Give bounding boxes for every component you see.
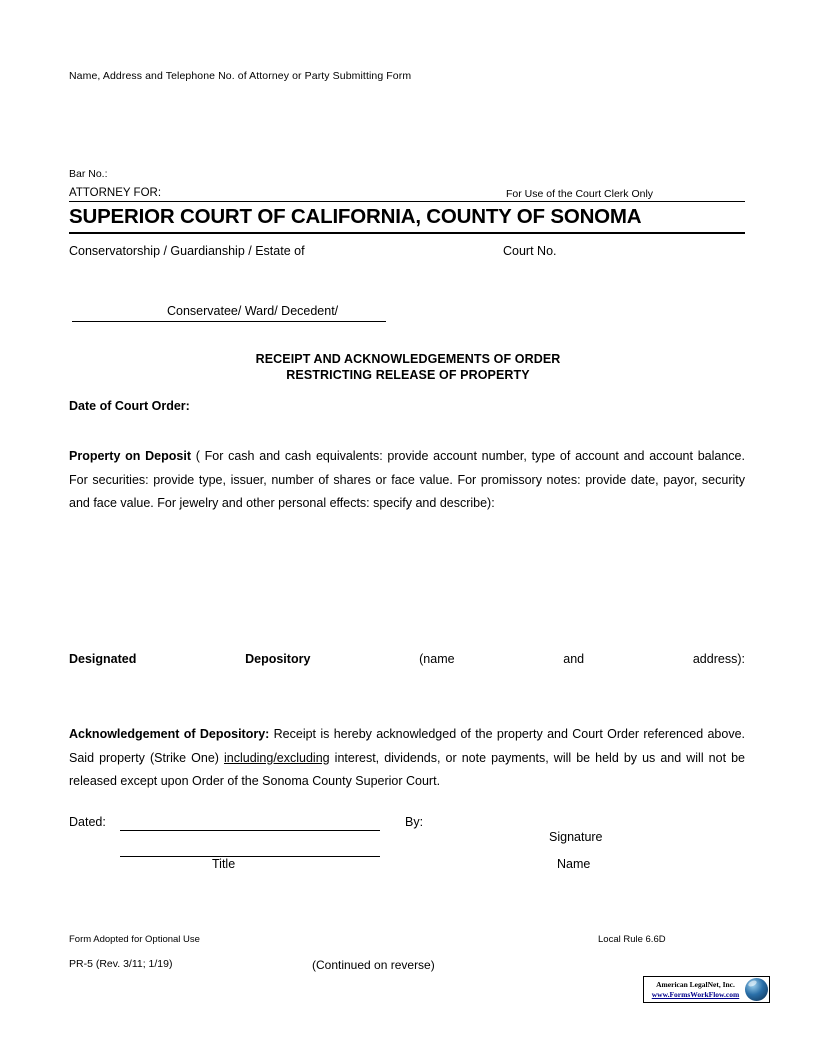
conservatee-divider xyxy=(72,321,386,322)
estate-of-label: Conservatorship / Guardianship / Estate of xyxy=(69,244,305,258)
and-word: and xyxy=(563,652,585,666)
designated-depository-line xyxy=(69,652,745,666)
acknowledgement-paragraph xyxy=(69,723,745,794)
court-title: SUPERIOR COURT OF CALIFORNIA, COUNTY OF SONOMA xyxy=(69,205,642,228)
legalnet-company: American LegalNet, Inc. xyxy=(656,979,735,989)
continued-on-reverse-label: (Continued on reverse) xyxy=(312,958,435,972)
title-signature-line[interactable] xyxy=(120,856,380,857)
local-rule-label: Local Rule 6.6D xyxy=(598,934,666,945)
document-title-line-2: RESTRICTING RELEASE OF PROPERTY xyxy=(286,368,530,382)
form-adopted-label: Form Adopted for Optional Use xyxy=(69,934,200,945)
conservatee-label: Conservatee/ Ward/ Decedent/ xyxy=(167,304,339,318)
document-title xyxy=(0,351,816,383)
attorney-info-label: Name, Address and Telephone No. of Attorney or Party Submitting Form xyxy=(69,70,412,82)
globe-icon xyxy=(745,978,768,1001)
title-label: Title xyxy=(212,857,236,871)
property-on-deposit-body: ( For cash and cash equivalents: provide account number, type of account and account balance. For securities: provide type, issuer, number of shares or face value. For promissory notes: provide date, payor, security and face value. For jewelry and other personal effects: specify and describe): xyxy=(69,449,745,510)
legalnet-url[interactable]: www.FormsWorkFlow.com xyxy=(651,989,740,999)
court-clerk-use-label: For Use of the Court Clerk Only xyxy=(506,188,654,200)
court-number-label: Court No. xyxy=(503,244,557,258)
american-legalnet-stamp xyxy=(643,976,770,1003)
property-on-deposit-paragraph xyxy=(69,445,745,516)
name-word: (name xyxy=(419,652,455,666)
acknowledgement-text-part-2: interest, dividends, or note payments, will be held by us and will not be released except upon Order of the Sonoma County Superior Court. xyxy=(69,750,745,788)
attorney-for-label: ATTORNEY FOR: xyxy=(69,187,162,199)
legalnet-text xyxy=(644,980,745,1000)
dated-signature-line[interactable] xyxy=(120,830,380,831)
designated-word: Designated xyxy=(69,652,137,666)
dated-label: Dated: xyxy=(69,815,106,829)
date-of-court-order-label: Date of Court Order: xyxy=(69,399,190,413)
by-label: By: xyxy=(405,815,424,829)
acknowledgement-text-part-1: Receipt is hereby acknowledged of the property and Court Order referenced above. Said property (Strike One) xyxy=(69,727,745,765)
header-divider xyxy=(69,201,745,202)
signature-label: Signature xyxy=(549,830,603,844)
bar-number-label: Bar No.: xyxy=(69,168,108,180)
address-word: address): xyxy=(692,652,745,666)
name-label: Name xyxy=(557,857,591,871)
depository-word: Depository xyxy=(245,652,311,666)
title-divider xyxy=(69,232,745,234)
form-number-label: PR-5 (Rev. 3/11; 1/19) xyxy=(69,958,173,970)
property-on-deposit-heading: Property on Deposit xyxy=(69,449,191,463)
including-excluding-underline: including/excluding xyxy=(223,750,330,765)
document-title-line-1: RECEIPT AND ACKNOWLEDGEMENTS OF ORDER xyxy=(255,352,561,366)
acknowledgement-heading: Acknowledgement of Depository: xyxy=(69,727,270,741)
